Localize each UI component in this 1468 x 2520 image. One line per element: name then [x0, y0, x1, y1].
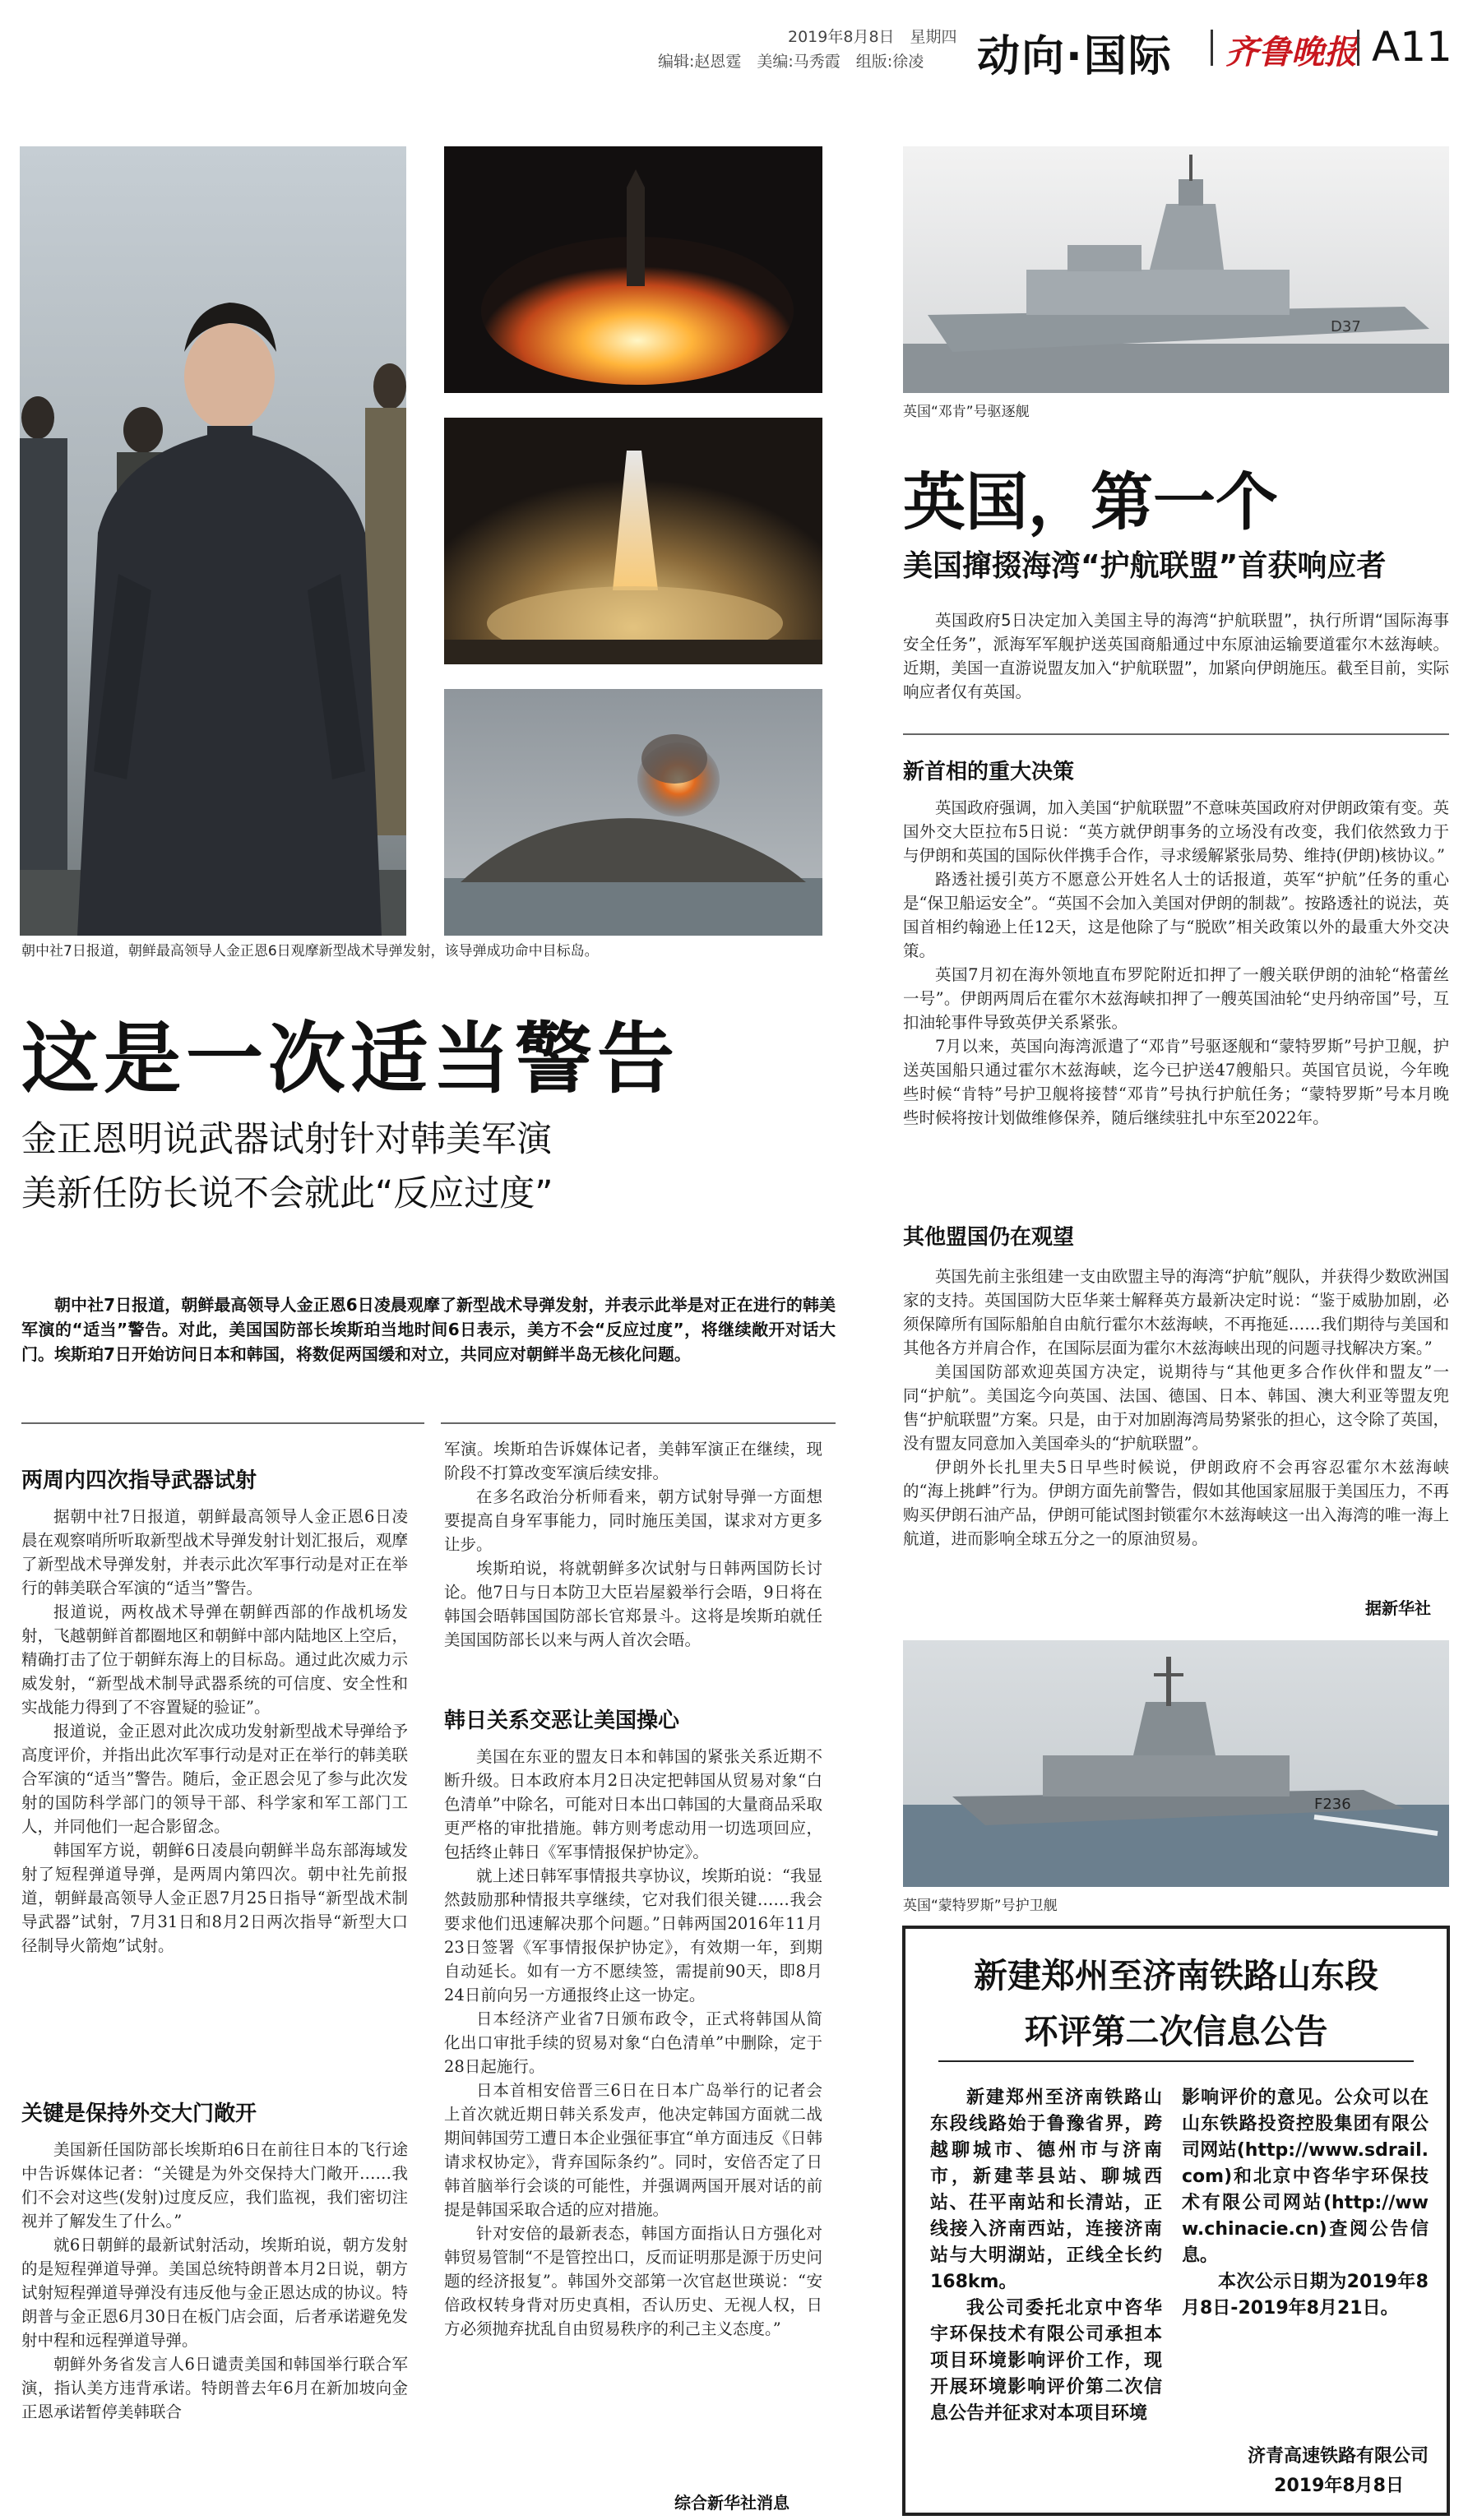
section-divider: [903, 733, 1449, 735]
paragraph: 报道说，金正恩对此次成功发射新型战术导弹给予高度评价，并指出此次军事行动是对正在举行的韩美联合军演的“适当”警告。随后，金正恩会见了参与此次发射的国防科学部门的领导干部、科学家和军工部门工人，并同他们一起合影留念。: [21, 1722, 408, 1836]
missile-launch-photo-1: [444, 146, 822, 393]
korea-credit: 综合新华社消息: [674, 2493, 790, 2513]
korea-subheadline-1: 金正恩明说武器试射针对韩美军演: [21, 1119, 552, 1160]
section-divider: [441, 1422, 836, 1424]
paragraph: 英国政府强调，加入美国“护航联盟”不意味英国政府对伊朗政策有变。英国外交大臣拉布5日说：“英方就伊朗事务的立场没有改变，我们依然致力于与伊朗和英国的国际伙伴携手合作，寻求缓解紧张局势、维持(伊朗)核协议。”: [903, 798, 1449, 865]
paragraph: 就上述日韩军事情报共享协议，埃斯珀说：“我显然鼓励那种情报共享继续，它对我们很关键……我会要求他们迅速解决那个问题。”日韩两国2016年11月23日签署《军事情报保护协定》，有效期一年，到期自动延长。如有一方不愿续签，需提前90天，即8月24日前向另一方通报终止这一协定。: [444, 1866, 822, 2004]
korea-subhead-japan-korea: 韩日关系交恶让美国操心: [444, 1709, 680, 1733]
korea-col1-part2: [21, 2138, 408, 2512]
paragraph: 英国7月初在海外领地直布罗陀附近扣押了一艘关联伊朗的油轮“格蕾丝一号”。伊朗两周后在霍尔木兹海峡扣押了一艘英国油轮“史丹纳帝国”号，互扣油轮事件导致英伊关系紧张。: [903, 965, 1449, 1032]
uk-lead: [903, 608, 1449, 732]
uk-section-2: [903, 1265, 1449, 1610]
uk-subheadline: 美国撺掇海湾“护航联盟”首获响应者: [903, 549, 1387, 583]
masthead-divider: [1357, 30, 1359, 66]
paragraph: 埃斯珀说，将就朝鲜多次试射与日韩两国防长讨论。他7日与日本防卫大臣岩屋毅举行会晤，9日将在韩国会晤韩国国防部长官郑景斗。这将是埃斯珀就任美国国防部长以来与两人首次会晤。: [444, 1559, 822, 1649]
notice-title-line-2: 环评第二次信息公告: [1024, 2012, 1328, 2051]
notice-signature-company: 济青高速铁路有限公司: [1247, 2446, 1429, 2467]
section-title: 动向·国际: [977, 32, 1173, 81]
section-divider: [21, 1422, 424, 1424]
paragraph: 美国新任国防部长埃斯珀6日在前往日本的飞行途中告诉媒体记者：“关键是为外交保持大门敞开……我们不会对这些(发射)过度反应，我们监视，我们密切注视并了解发生了什么。”: [21, 2140, 408, 2231]
uk-credit: 据新华社: [1365, 1598, 1431, 1618]
notice-column-1: [930, 2085, 1162, 2488]
hull-number-duncan: D37: [1331, 318, 1361, 335]
paragraph: 朝鲜外务省发言人6日谴责美国和韩国举行联合军演，指认美方违背承诺。特朗普去年6月在新加坡向金正恩承诺暂停美韩联合: [21, 2355, 408, 2421]
hms-duncan-caption: 英国“邓肯”号驱逐舰: [903, 404, 1030, 420]
notice-divider: [938, 2060, 1414, 2062]
paragraph: 日本首相安倍晋三6日在日本广岛举行的记者会上首次就近期日韩关系发声，他决定韩国方面就二战期间韩国劳工遭日本企业强征事宜“单方面违反《日韩请求权协定》，背弃国际条约”。同时，安倍否定了日韩首脑举行会谈的可能性，并强调两国开展对话的前提是韩国采取合适的应对措施。: [444, 2081, 822, 2219]
paragraph: 日本经济产业省7日颁布政令，正式将韩国从简化出口审批手续的贸易对象“白色清单”中删除，定于28日起施行。: [444, 2009, 822, 2076]
newspaper-logo: 齐鲁晚报: [1225, 33, 1357, 72]
paragraph: 伊朗外长扎里夫5日早些时候说，伊朗政府不会再容忍霍尔木兹海峡的“海上挑衅”行为。伊朗方面先前警告，假如其他国家屈服于美国压力，不再购买伊朗石油产品，伊朗可能试图封锁霍尔木兹海峡这一出入海湾的唯一海上航道，进而影响全球五分之一的原油贸易。: [903, 1458, 1449, 1548]
paragraph: 新建郑州至济南铁路山东段线路始于鲁豫省界，跨越聊城市、德州市与济南市，新建莘县站、聊城西站、茌平南站和长清站，正线接入济南西站，连接济南站与大明湖站，正线全长约168km。: [930, 2088, 1162, 2292]
uk-section-1: [903, 796, 1449, 1202]
korea-col2-part2: [444, 1745, 822, 2485]
paragraph: 英国先前主张组建一支由欧盟主导的海湾“护航”舰队，并获得少数欧洲国家的支持。英国国防大臣华莱士解释英方最新决定时说：“鉴于威胁加剧，必须保障所有国际船舶自由航行霍尔木兹海峡，不再拖延……我们期待与美国和其他各方并肩合作，在国际层面为霍尔木兹海峡出现的问题寻找解决方案。”: [903, 1267, 1449, 1357]
uk-subhead-allies: 其他盟国仍在观望: [903, 1225, 1075, 1250]
paragraph: 就6日朝鲜的最新试射活动，埃斯珀说，朝方发射的是短程弹道导弹。美国总统特朗普本月2日说，朝方试射短程弹道导弹没有违反他与金正恩达成的协议。特朗普与金正恩6月30日在板门店会面，后者承诺避免发射中程和远程弹道导弹。: [21, 2236, 408, 2350]
paragraph: 我公司委托北京中咨华宇环保技术有限公司承担本项目环境影响评价工作，现开展环境影响评价第二次信息公告并征求对本项目环境: [930, 2298, 1162, 2424]
paragraph: 美国国防部欢迎英国方决定，说期待与“其他更多合作伙伴和盟友”一同“护航”。美国迄今向英国、法国、德国、日本、韩国、澳大利亚等盟友兜售“护航联盟”方案。只是，由于对加剧海湾局势紧张的担心，这令除了英国，没有盟友同意加入美国牵头的“护航联盟”。: [903, 1362, 1449, 1453]
paragraph: 韩国军方说，朝鲜6日凌晨向朝鲜半岛东部海域发射了短程弹道导弹，是两周内第四次。朝中社先前报道，朝鲜最高领导人金正恩7月25日指导“新型战术制导武器”试射，7月31日和8月2日两次指导“新型大口径制导火箭炮”试射。: [21, 1841, 408, 1955]
kim-photo-caption: 朝中社7日报道，朝鲜最高领导人金正恩6日观摩新型战术导弹发射，该导弹成功命中目标岛。: [21, 943, 599, 959]
issue-date: 2019年8月8日 星期四: [788, 28, 957, 46]
rail-eia-notice: [902, 1926, 1450, 2516]
hms-montrose-caption: 英国“蒙特罗斯”号护卫舰: [903, 1898, 1058, 1914]
korea-subhead-diplomacy: 关键是保持外交大门敞开: [21, 2102, 257, 2126]
hms-duncan-photo: [903, 146, 1449, 393]
notice-signature-date: 2019年8月8日: [1274, 2476, 1404, 2496]
paragraph: 针对安倍的最新表态，韩国方面指认日方强化对韩贸易管制“不是管控出口，反而证明那是源于历史问题的经济报复”。韩国外交部第一次官赵世瑛说：“安倍政权转身背对历史真相，否认历史、无视人权，日方必须抛弃扰乱自由贸易秩序的利己主义态度。”: [444, 2224, 822, 2338]
paragraph: 路透社援引英方不愿意公开姓名人士的话报道，英军“护航”任务的重心是“保卫船运安全”。“英国不会加入美国对伊朗的制裁”。按路透社的说法，英国首相约翰逊上任12天，这是他除了与“脱欧”相关政策以外的最重大外交决策。: [903, 870, 1449, 960]
hull-number-montrose: F236: [1314, 1796, 1351, 1813]
hms-montrose-photo: [903, 1640, 1449, 1887]
korea-col2-part1: [444, 1437, 822, 1690]
missile-launch-photo-2: [444, 418, 822, 664]
paragraph: 美国在东亚的盟友日本和韩国的紧张关系近期不断升级。日本政府本月2日决定把韩国从贸易对象“白色清单”中除名，可能对日本出口韩国的大量商品采取更严格的审批措施。韩方则考虑动用一切选项回应，包括终止韩日《军事情报保护协定》。: [444, 1747, 822, 1861]
masthead-divider: [1211, 30, 1213, 66]
paragraph: 英国政府5日决定加入美国主导的海湾“护航联盟”，执行所谓“国际海事安全任务”，派海军军舰护送英国商船通过中东原油运输要道霍尔木兹海峡。近期，美国一直游说盟友加入“护航联盟”，加紧向伊朗施压。截至目前，实际响应者仅有英国。: [903, 611, 1449, 701]
paragraph: 报道说，两枚战术导弹在朝鲜西部的作战机场发射，飞越朝鲜首都圈地区和朝鲜中部内陆地区上空后，精确打击了位于朝鲜东海上的目标岛。通过此次威力示威发射，“新型战术制导武器系统的可信度、安全性和实战能力得到了不容置疑的验证”。: [21, 1602, 408, 1717]
paragraph: 7月以来，英国向海湾派遣了“邓肯”号驱逐舰和“蒙特罗斯”号护卫舰，护送英国船只通过霍尔木兹海峡，迄今已护送47艘船只。英国官员说，今年晚些时候“肯特”号护卫舰将接替“邓肯”号执行护航任务；“蒙特罗斯”号本月晚些时候将按计划做维修保养，随后继续驻扎中东至2022年。: [903, 1037, 1449, 1127]
page-number: A11: [1372, 23, 1452, 71]
korea-col1-part1: [21, 1505, 408, 2084]
target-island-strike-photo: [444, 689, 822, 936]
masthead: [0, 0, 1468, 90]
notice-column-2: [1182, 2085, 1429, 2422]
kim-observing-photo: [20, 146, 406, 936]
korea-subhead-weapon-tests: 两周内四次指导武器试射: [21, 1468, 257, 1493]
paragraph: 影响评价的意见。公众可以在山东铁路投资控股集团有限公司网站(http://www.sdrail.com)和北京中咨华宇环保技术有限公司网站(http://www.chinacie.cn)查阅公告信息。: [1182, 2088, 1429, 2266]
korea-headline: 这是一次适当警告: [21, 1015, 680, 1104]
uk-headline: 英国，第一个: [903, 465, 1278, 539]
editors-line: 编辑:赵恩霆 美编:马秀霞 组版:徐凌: [658, 53, 924, 71]
paragraph: 在多名政治分析师看来，朝方试射导弹一方面想要提高自身军事能力，同时施压美国，谋求对方更多让步。: [444, 1487, 822, 1554]
paragraph: 军演。埃斯珀告诉媒体记者，美韩军演正在继续，现阶段不打算改变军演后续安排。: [444, 1440, 822, 1482]
paragraph: 本次公示日期为2019年8月8日-2019年8月21日。: [1182, 2272, 1429, 2319]
uk-subhead-new-pm: 新首相的重大决策: [903, 760, 1075, 784]
notice-title-line-1: 新建郑州至济南铁路山东段: [974, 1956, 1378, 1995]
paragraph: 据朝中社7日报道，朝鲜最高领导人金正恩6日凌晨在观察哨所听取新型战术导弹发射计划汇报后，观摩了新型战术导弹发射，并表示此次军事行动是对正在举行的韩美联合军演的“适当”警告。: [21, 1507, 408, 1598]
korea-lead: 朝中社7日报道，朝鲜最高领导人金正恩6日凌晨观摩了新型战术导弹发射，并表示此举是对正在进行的韩美军演的“适当”警告。对此，美国国防部长埃斯珀当地时间6日表示，美方不会“反应过度”，将继续敞开对话大门。埃斯珀7日开始访问日本和韩国，将数促两国缓和对立，共同应对朝鲜半岛无核化问题。: [21, 1295, 836, 1364]
korea-subheadline-2: 美新任防长说不会就此“反应过度”: [21, 1173, 553, 1214]
